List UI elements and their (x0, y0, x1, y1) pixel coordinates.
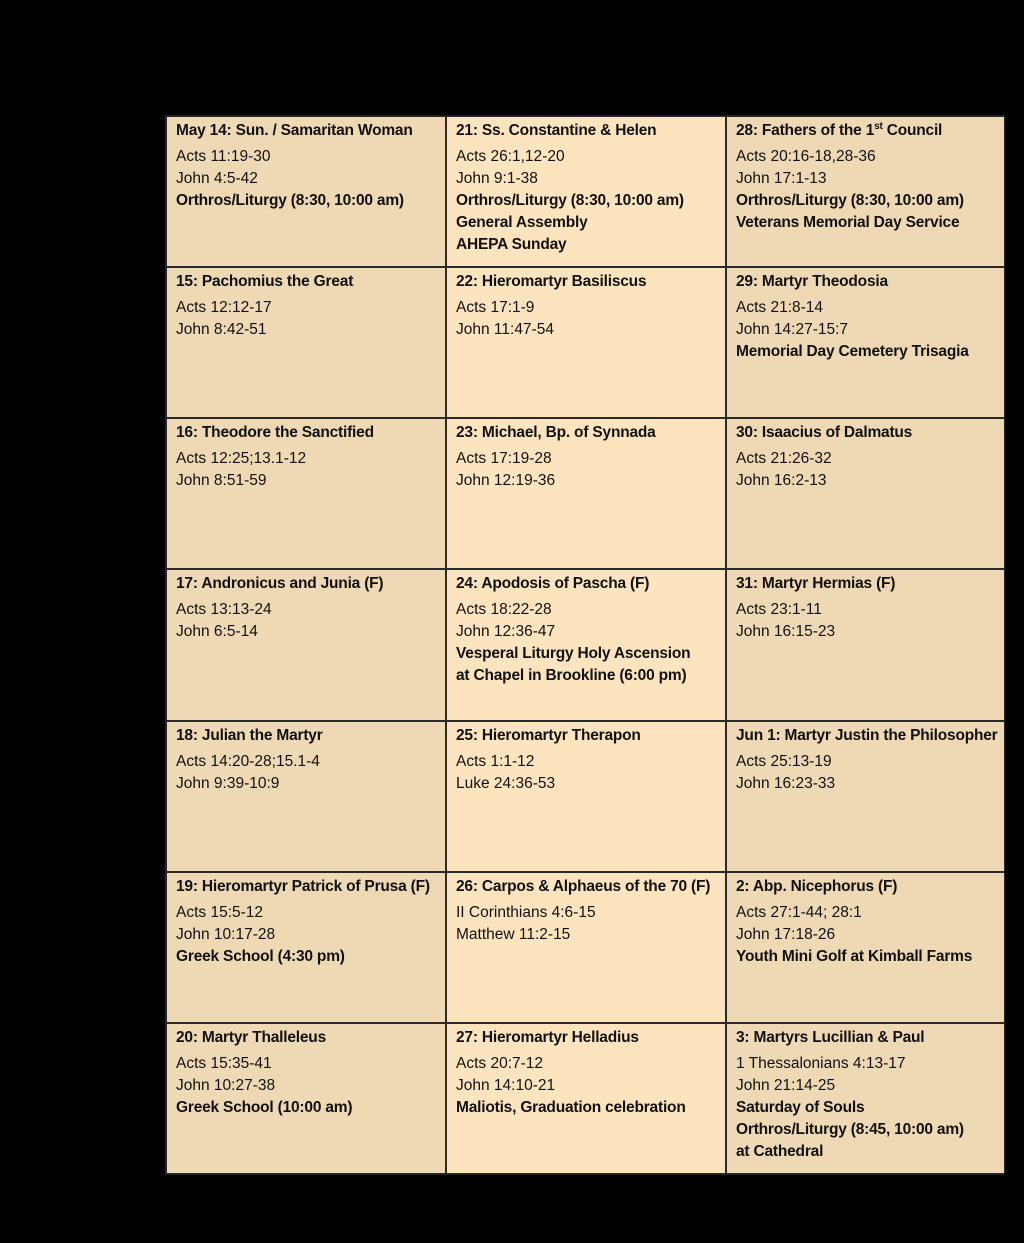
day-cell (726, 116, 1005, 267)
day-cell (166, 267, 446, 418)
reading-line: Acts 21:26-32 (736, 450, 832, 468)
day-cell (726, 872, 1005, 1023)
reading-line: John 10:27-38 (176, 1076, 276, 1094)
day-cell (446, 1023, 726, 1174)
reading-line: Acts 15:5-12 (176, 903, 264, 921)
reading-line: John 21:14-25 (736, 1076, 836, 1094)
event-line: Memorial Day Cemetery Trisagia (736, 343, 969, 361)
event-line: Saturday of Souls (736, 1098, 865, 1116)
reading-line: Acts 21:8-14 (736, 299, 824, 317)
reading-line: Acts 12:25;13.1-12 (176, 450, 307, 468)
reading-line: Acts 20:16-18,28-36 (736, 148, 876, 165)
day-cell (166, 721, 446, 872)
reading-line: Acts 17:19-28 (456, 450, 552, 468)
event-line: Maliotis, Graduation celebration (456, 1098, 686, 1116)
day-title: 17: Andronicus and Junia (F) (176, 575, 384, 593)
day-title: Jun 1: Martyr Justin the Philosopher (736, 726, 998, 744)
reading-line: Acts 1:1-12 (456, 752, 535, 770)
day-title: 30: Isaacius of Dalmatus (736, 424, 913, 442)
event-line: Orthros/Liturgy (8:30, 10:00 am) (736, 192, 964, 209)
calendar-grid (165, 115, 1004, 1175)
day-title: 2: Abp. Nicephorus (F) (736, 877, 898, 895)
day-title: 29: Martyr Theodosia (736, 273, 888, 291)
event-line: Veterans Memorial Day Service (736, 214, 960, 231)
day-title: 21: Ss. Constantine & Helen (456, 122, 657, 139)
reading-line: Luke 24:36-53 (456, 774, 556, 792)
day-title: 25: Hieromartyr Therapon (456, 726, 641, 744)
day-cell (166, 569, 446, 720)
event-line: at Cathedral (736, 1142, 824, 1160)
reading-line: John 11:47-54 (456, 321, 554, 339)
day-cell (726, 1023, 1005, 1174)
event-line: at Chapel in Brookline (6:00 pm) (456, 667, 687, 685)
day-title: 31: Martyr Hermias (F) (736, 575, 896, 593)
event-line: Greek School (4:30 pm) (176, 947, 345, 965)
reading-line: John 17:18-26 (736, 925, 836, 943)
reading-line: Acts 23:1-11 (736, 601, 822, 619)
day-cell (446, 569, 726, 720)
event-line: AHEPA Sunday (456, 236, 567, 253)
reading-line: John 9:39-10:9 (176, 774, 280, 792)
reading-line: John 12:19-36 (456, 472, 556, 490)
day-cell (446, 721, 726, 872)
day-title: 18: Julian the Martyr (176, 726, 323, 744)
day-title: 15: Pachomius the Great (176, 273, 354, 291)
day-cell (446, 116, 726, 267)
reading-line: John 14:27-15:7 (736, 321, 849, 339)
reading-line: John 16:23-33 (736, 774, 836, 792)
day-cell (726, 569, 1005, 720)
reading-line: John 12:36-47 (456, 623, 556, 641)
day-cell (726, 721, 1005, 872)
event-line: Orthros/Liturgy (8:30, 10:00 am) (456, 192, 684, 209)
day-cell (446, 418, 726, 569)
day-cell (446, 872, 726, 1023)
day-title: 26: Carpos & Alphaeus of the 70 (F) (456, 877, 711, 895)
event-line: General Assembly (456, 214, 588, 231)
reading-line: Acts 20:7-12 (456, 1054, 544, 1072)
day-title: 16: Theodore the Sanctified (176, 424, 374, 442)
day-title: 28: Fathers of the 1st Council (736, 120, 943, 139)
day-title: 24: Apodosis of Pascha (F) (456, 575, 650, 593)
reading-line: Acts 12:12-17 (176, 299, 272, 317)
day-cell (166, 116, 446, 267)
reading-line: John 16:15-23 (736, 623, 836, 641)
day-title: May 14: Sun. / Samaritan Woman (176, 122, 413, 139)
reading-line: John 8:42-51 (176, 321, 267, 339)
day-cell (166, 418, 446, 569)
reading-line: Acts 17:1-9 (456, 299, 535, 317)
day-cell (726, 267, 1005, 418)
day-cell (166, 872, 446, 1023)
day-title: 27: Hieromartyr Helladius (456, 1028, 639, 1046)
event-line: Orthros/Liturgy (8:30, 10:00 am) (176, 192, 404, 209)
reading-line: Acts 18:22-28 (456, 601, 552, 619)
event-line: Youth Mini Golf at Kimball Farms (736, 947, 973, 965)
day-cell (166, 1023, 446, 1174)
event-line: Vesperal Liturgy Holy Ascension (456, 645, 691, 663)
reading-line: Acts 26:1,12-20 (456, 148, 565, 165)
reading-line: Acts 13:13-24 (176, 601, 272, 619)
reading-line: John 10:17-28 (176, 925, 276, 943)
event-line: Orthros/Liturgy (8:45, 10:00 am) (736, 1120, 964, 1138)
reading-line: John 9:1-38 (456, 170, 538, 187)
reading-line: John 4:5-42 (176, 170, 258, 187)
reading-line: John 6:5-14 (176, 623, 258, 641)
day-title: 20: Martyr Thalleleus (176, 1028, 326, 1046)
reading-line: Acts 11:19-30 (176, 148, 271, 165)
reading-line: John 8:51-59 (176, 472, 267, 490)
reading-line: Acts 25:13-19 (736, 752, 832, 770)
reading-line: John 14:10-21 (456, 1076, 556, 1094)
day-cell (446, 267, 726, 418)
reading-line: John 17:1-13 (736, 170, 827, 187)
day-title: 19: Hieromartyr Patrick of Prusa (F) (176, 877, 430, 895)
day-cell (726, 418, 1005, 569)
reading-line: II Corinthians 4:6-15 (456, 903, 596, 921)
day-title: 3: Martyrs Lucillian & Paul (736, 1028, 925, 1046)
reading-line: Acts 14:20-28;15.1-4 (176, 752, 320, 770)
day-title: 23: Michael, Bp. of Synnada (456, 424, 656, 442)
reading-line: Acts 15:35-41 (176, 1054, 272, 1072)
reading-line: John 16:2-13 (736, 472, 827, 490)
day-title: 22: Hieromartyr Basiliscus (456, 273, 647, 291)
event-line: Greek School (10:00 am) (176, 1098, 353, 1116)
reading-line: 1 Thessalonians 4:13-17 (736, 1054, 906, 1072)
reading-line: Matthew 11:2-15 (456, 925, 571, 943)
reading-line: Acts 27:1-44; 28:1 (736, 903, 862, 921)
